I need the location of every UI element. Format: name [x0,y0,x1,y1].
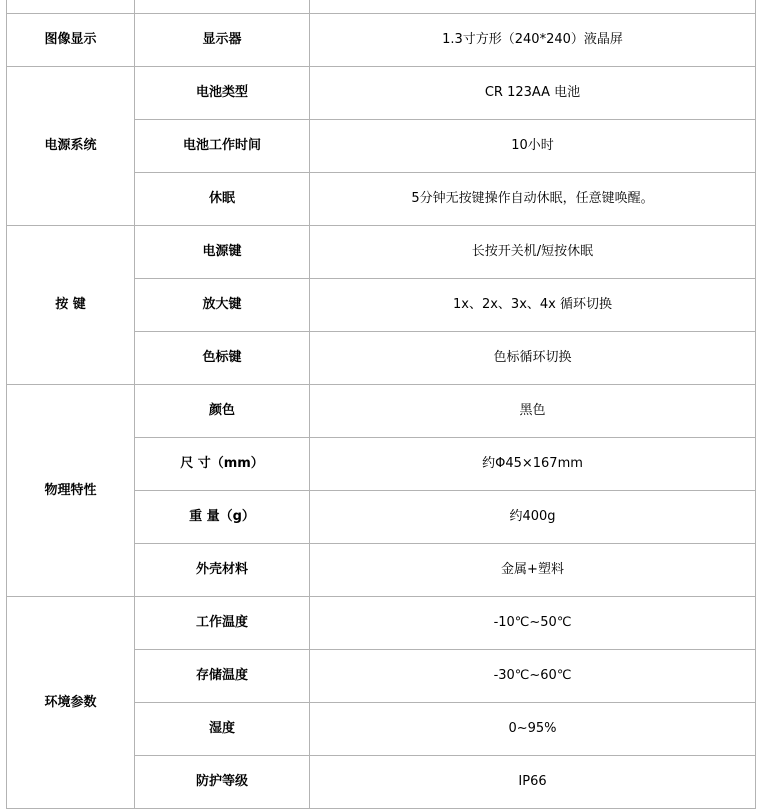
item-value [310,0,756,14]
item-value: 约400g [310,491,756,544]
item-value: -10℃~50℃ [310,597,756,650]
item-value: 10小时 [310,120,756,173]
table-row [7,14,756,67]
category-keys: 按 键 [7,226,135,385]
table-row [7,226,756,279]
category-physical: 物理特性 [7,385,135,597]
item-value: 1x、2x、3x、4x 循环切换 [310,279,756,332]
item-label: 外壳材料 [135,544,310,597]
table-row [7,597,756,650]
item-value: CR 123AA 电池 [310,67,756,120]
item-label: 电源键 [135,226,310,279]
item-value: 金属+塑料 [310,544,756,597]
item-label: 电池工作时间 [135,120,310,173]
item-label: 颜色 [135,385,310,438]
table-row [7,0,756,14]
table-row [7,385,756,438]
item-value: 5分钟无按键操作自动休眠，任意键唤醒。 [310,173,756,226]
item-value: -30℃~60℃ [310,650,756,703]
category-environment: 环境参数 [7,597,135,809]
category-power-system: 电源系统 [7,67,135,226]
item-label: 显示器 [135,14,310,67]
item-label: 存储温度 [135,650,310,703]
item-label [135,0,310,14]
item-label: 湿度 [135,703,310,756]
item-label: 防护等级 [135,756,310,809]
item-value: 色标循环切换 [310,332,756,385]
item-value: 0~95% [310,703,756,756]
item-value: 约Φ45×167mm [310,438,756,491]
item-label: 尺 寸（mm） [135,438,310,491]
item-label: 放大键 [135,279,310,332]
item-value: 黑色 [310,385,756,438]
item-label: 电池类型 [135,67,310,120]
spec-table [6,0,756,809]
category-image-display: 图像显示 [7,14,135,67]
item-label: 色标键 [135,332,310,385]
item-label: 休眠 [135,173,310,226]
item-value: 1.3寸方形（240*240）液晶屏 [310,14,756,67]
table-row [7,67,756,120]
item-value: 长按开关机/短按休眠 [310,226,756,279]
item-label: 工作温度 [135,597,310,650]
item-value: IP66 [310,756,756,809]
category-cell [7,0,135,14]
item-label: 重 量（g） [135,491,310,544]
